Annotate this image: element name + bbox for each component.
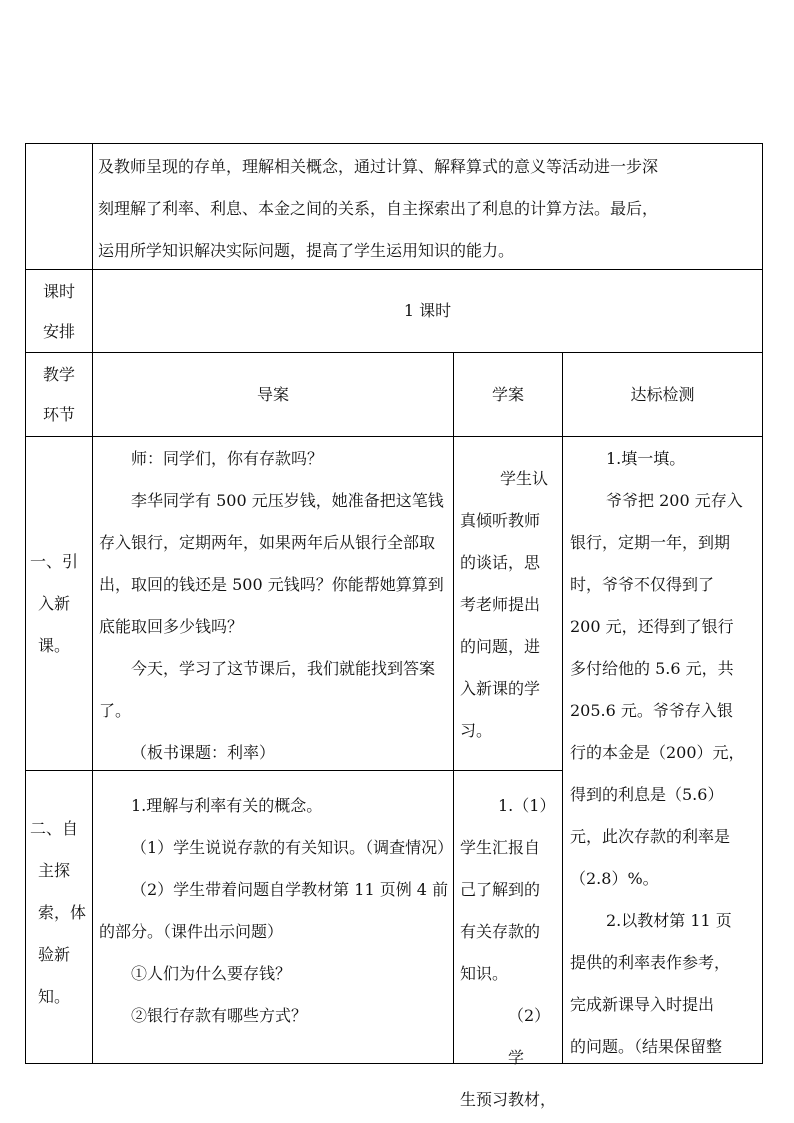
header-check (563, 374, 762, 416)
check-line: 1.填一填。 (606, 449, 686, 468)
header-section-line: 教学 (42, 365, 75, 384)
check-line: 的问题。（结果保留整 (570, 1037, 723, 1056)
section2-study-line: 有关存款的 (460, 922, 541, 941)
section1-study-line: 入新课的学 (460, 679, 541, 698)
section2-study-line: 学生汇报自 (460, 838, 541, 857)
header-section (26, 355, 92, 435)
header-study-text: 学案 (491, 385, 524, 404)
section1-study-line: 真倾听教师 (460, 511, 541, 530)
section2-guide-paragraph: （2）学生带着问题自学教材第 11 页例 4 前的部分。（课件出示问题） (99, 880, 449, 941)
section1-study-line: 学生认 (500, 469, 549, 488)
check-line: 提供的利率表作参考， (570, 953, 731, 972)
intro-paragraph (98, 146, 760, 272)
check-line: 得到的利息是（5.6） (570, 785, 724, 804)
section2-study-line: 己了解到的 (460, 880, 541, 899)
section1-guide (99, 438, 451, 774)
section2-guide-paragraph: ②银行存款有哪些方式？ (131, 1006, 308, 1025)
section1-guide-paragraph: 李华同学有 500 元压岁钱，她准备把这笔钱存入银行，定期两年，如果两年后从银行全部取出，取回的钱还是 500 元钱吗？你能帮她算算到底能取回多少钱吗？ (99, 491, 444, 636)
section2-label-line: 验新 (38, 945, 71, 964)
schedule-label (26, 272, 92, 352)
section2-study (460, 785, 562, 1109)
section2-label-line: 知。 (38, 987, 71, 1006)
section2-guide-paragraph: ①人们为什么要存钱？ (131, 964, 292, 983)
section1-study-line: 习。 (460, 721, 493, 740)
header-study (454, 374, 562, 416)
check-line: 元，此次存款的利率是 (570, 827, 731, 846)
section2-label (30, 808, 90, 1018)
header-guide-text: 导案 (256, 385, 289, 404)
section2-study-line: 1.（1） (498, 796, 556, 815)
section1-study (460, 458, 562, 752)
check-line: 爷爷把 200 元存入 (606, 491, 743, 510)
check-line: 行的本金是（200）元， (570, 743, 745, 762)
check-line: 银行，定期一年，到期 (570, 533, 731, 552)
check-column (570, 438, 760, 1061)
section1-label-line: 课。 (38, 636, 71, 655)
section1-label-line: 一、引 (30, 552, 79, 571)
check-line: 2.以教材第 11 页 (606, 911, 732, 930)
header-guide (93, 374, 453, 416)
schedule-label-line: 课时 (42, 282, 75, 301)
intro-line: 运用所学知识解决实际问题，提高了学生运用知识的能力。 (98, 241, 515, 260)
section1-label-line: 入新 (38, 594, 71, 613)
intro-line: 及教师呈现的存单，理解相关概念，通过计算、解释算式的意义等活动进一步深 (98, 157, 659, 176)
check-line: 完成新课导入时提出 (570, 995, 715, 1014)
section2-study-line: 知识。 (460, 964, 509, 983)
schedule-value-text: 1 课时 (403, 301, 452, 320)
schedule-value (93, 290, 762, 332)
section1-guide-paragraph: 师：同学们，你有存款吗？ (131, 449, 324, 468)
section2-label-line: 主探 (38, 861, 71, 880)
check-line: 多付给他的 5.6 元，共 (570, 659, 734, 678)
section2-guide-paragraph: 1.理解与利率有关的概念。 (131, 796, 323, 815)
section1-study-line: 考老师提出 (460, 595, 541, 614)
section1-label (30, 541, 90, 667)
section1-study-line: 的问题，进 (460, 637, 541, 656)
section2-guide (99, 785, 454, 1061)
header-check-text: 达标检测 (630, 385, 695, 404)
check-line: 205.6 元。爷爷存入银 (570, 701, 733, 720)
check-line: （2.8）%。 (570, 869, 659, 888)
schedule-label-line: 安排 (42, 322, 75, 341)
section1-study-line: 的谈话，思 (460, 553, 541, 572)
section2-study-line: 生预习教材， (460, 1090, 557, 1109)
section2-guide-paragraph: （1）学生说说存款的有关知识。（调查情况） (131, 838, 454, 857)
check-line: 200 元，还得到了银行 (570, 617, 734, 636)
section2-study-line: （2）学 (508, 1006, 551, 1067)
section1-guide-paragraph: 今天，学习了这节课后，我们就能找到答案了。 (99, 659, 436, 720)
section2-label-line: 二、自 (30, 819, 79, 838)
check-line: 时，爷爷不仅得到了 (570, 575, 715, 594)
section1-guide-paragraph: （板书课题：利率） (131, 743, 276, 762)
section2-label-line: 索，体 (38, 903, 87, 922)
intro-line: 刻理解了利率、利息、本金之间的关系，自主探索出了利息的计算方法。最后， (98, 199, 659, 218)
header-section-line: 环节 (42, 405, 75, 424)
